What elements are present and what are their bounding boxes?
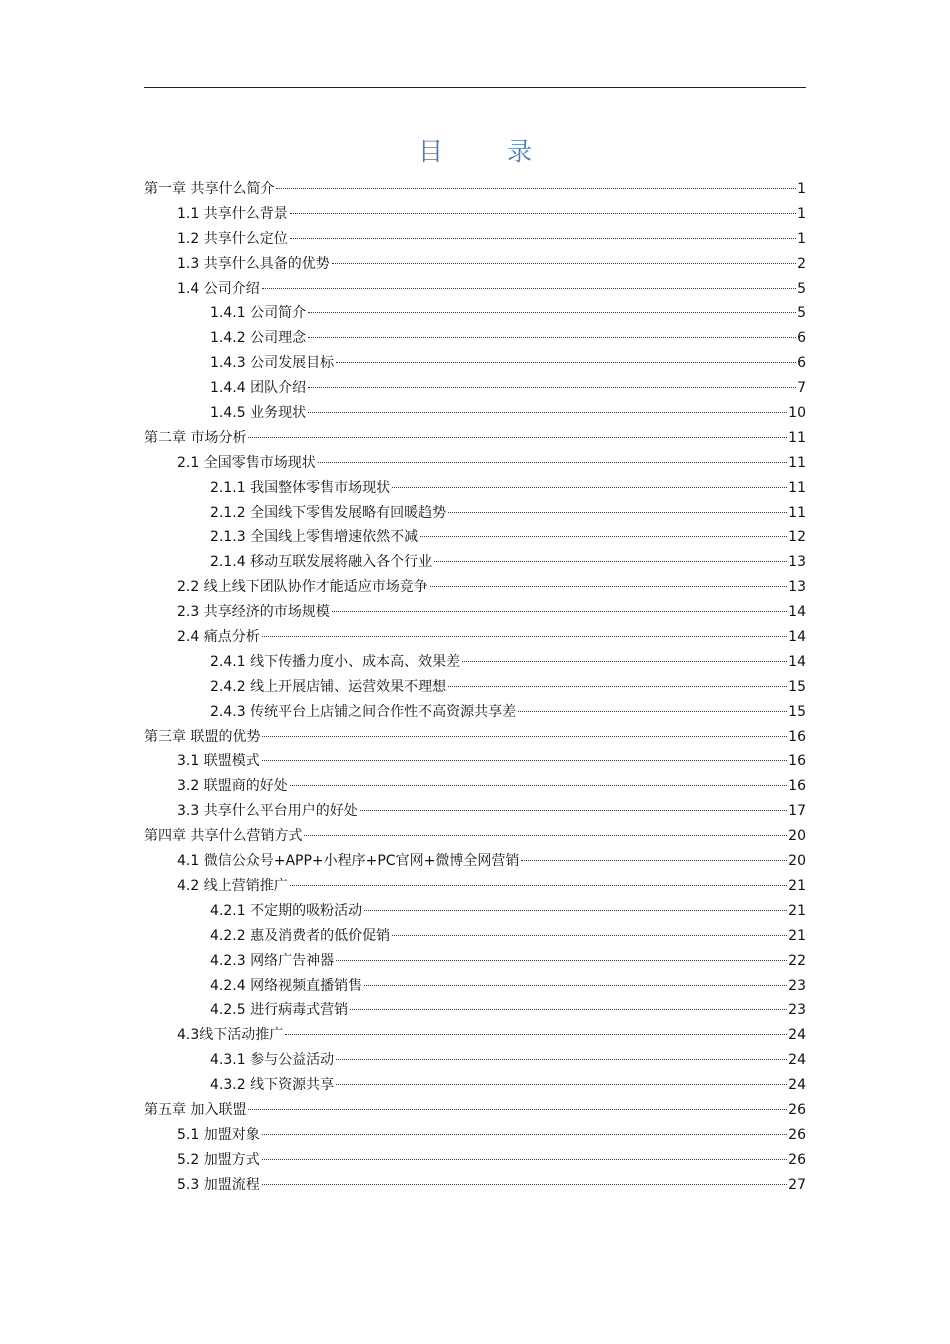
- toc-entry[interactable]: [144, 1023, 806, 1048]
- toc-entry-label: 2.4.2 线上开展店铺、运营效果不理想: [210, 678, 447, 695]
- dot-leader: [262, 1134, 787, 1135]
- toc-entry-page-number: 13: [788, 579, 806, 596]
- toc-entry[interactable]: [144, 725, 806, 750]
- dot-leader: [308, 312, 796, 313]
- toc-entry-page-number: 24: [788, 1077, 806, 1094]
- toc-entry[interactable]: [144, 1173, 806, 1198]
- dot-leader: [336, 1059, 787, 1060]
- dot-leader: [262, 760, 787, 761]
- toc-entry[interactable]: [144, 252, 806, 277]
- toc-entry[interactable]: [144, 227, 806, 252]
- toc-entry[interactable]: [144, 625, 806, 650]
- dot-leader: [360, 810, 787, 811]
- toc-entry-label: 第三章 联盟的优势: [144, 728, 261, 745]
- dot-leader: [262, 1184, 787, 1185]
- toc-entry[interactable]: [144, 501, 806, 526]
- toc-entry[interactable]: [144, 824, 806, 849]
- toc-entry[interactable]: [144, 1073, 806, 1098]
- toc-entry-label: 第四章 共享什么营销方式: [144, 828, 303, 845]
- toc-entry[interactable]: [144, 949, 806, 974]
- toc-entry[interactable]: [144, 749, 806, 774]
- toc-entry-label: 4.2.5 进行病毒式营销: [210, 1002, 349, 1019]
- dot-leader: [420, 536, 787, 537]
- toc-entry-label: 4.2 线上营销推广: [177, 877, 288, 894]
- toc-entry-label: 2.1 全国零售市场现状: [177, 454, 316, 471]
- toc-entry[interactable]: [144, 1148, 806, 1173]
- toc-entry-label: 4.3线下活动推广: [177, 1027, 284, 1044]
- toc-entry[interactable]: [144, 700, 806, 725]
- toc-entry-label: 5.2 加盟方式: [177, 1151, 260, 1168]
- header-rule: [144, 87, 806, 88]
- toc-entry-label: 1.3 共享什么具备的优势: [177, 255, 330, 272]
- toc-entry-label: 2.4 痛点分析: [177, 629, 260, 646]
- toc-entry-page-number: 13: [788, 554, 806, 571]
- toc-entry-page-number: 16: [788, 728, 806, 745]
- dot-leader: [308, 337, 796, 338]
- toc-entry-label: 1.4.3 公司发展目标: [210, 355, 335, 372]
- toc-entry-page-number: 27: [788, 1176, 806, 1193]
- toc-entry-page-number: 14: [788, 629, 806, 646]
- toc-entry-label: 4.3.2 线下资源共享: [210, 1077, 335, 1094]
- toc-entry-label: 4.2.4 网络视频直播销售: [210, 977, 363, 994]
- dot-leader: [318, 462, 787, 463]
- toc-entry-page-number: 20: [788, 828, 806, 845]
- toc-entry-label: 4.2.1 不定期的吸粉活动: [210, 902, 363, 919]
- toc-entry-label: 3.1 联盟模式: [177, 753, 260, 770]
- toc-entry-page-number: 26: [788, 1151, 806, 1168]
- toc-entry[interactable]: [144, 301, 806, 326]
- toc-entry-label: 1.4.4 团队介绍: [210, 380, 307, 397]
- toc-entry-page-number: 17: [788, 803, 806, 820]
- dot-leader: [364, 910, 787, 911]
- toc-entry[interactable]: [144, 675, 806, 700]
- toc-entry-page-number: 23: [788, 977, 806, 994]
- toc-entry-page-number: 14: [788, 604, 806, 621]
- dot-leader: [430, 586, 787, 587]
- dot-leader: [290, 238, 796, 239]
- dot-leader: [248, 437, 787, 438]
- toc-entry-page-number: 6: [797, 330, 806, 347]
- toc-entry[interactable]: [144, 1098, 806, 1123]
- dot-leader: [262, 736, 787, 737]
- toc-entry-label: 2.3 共享经济的市场规模: [177, 604, 330, 621]
- toc-entry-label: 2.1.1 我国整体零售市场现状: [210, 479, 391, 496]
- toc-entry[interactable]: [144, 650, 806, 675]
- toc-entry-label: 第五章 加入联盟: [144, 1101, 247, 1118]
- dot-leader: [448, 686, 787, 687]
- toc-entry[interactable]: [144, 476, 806, 501]
- toc-entry-page-number: 24: [788, 1027, 806, 1044]
- dot-leader: [262, 636, 787, 637]
- dot-leader: [336, 362, 796, 363]
- toc-entry-label: 5.1 加盟对象: [177, 1126, 260, 1143]
- toc-entry-label: 1.2 共享什么定位: [177, 230, 288, 247]
- toc-entry[interactable]: [144, 575, 806, 600]
- dot-leader: [332, 263, 796, 264]
- toc-entry-page-number: 26: [788, 1101, 806, 1118]
- toc-entry-page-number: 15: [788, 678, 806, 695]
- toc-entry[interactable]: [144, 849, 806, 874]
- toc-entry-page-number: 24: [788, 1052, 806, 1069]
- dot-leader: [434, 561, 787, 562]
- toc-entry-page-number: 21: [788, 877, 806, 894]
- toc-entry-page-number: 20: [788, 853, 806, 870]
- toc-entry-label: 3.2 联盟商的好处: [177, 778, 288, 795]
- toc-entry-page-number: 22: [788, 952, 806, 969]
- dot-leader: [350, 1009, 787, 1010]
- toc-entry-label: 4.1 微信公众号+APP+小程序+PC官网+微博全网营销: [177, 853, 520, 870]
- toc-entry-label: 3.3 共享什么平台用户的好处: [177, 803, 358, 820]
- toc-entry[interactable]: [144, 1048, 806, 1073]
- dot-leader: [308, 387, 796, 388]
- toc-entry-label: 2.1.3 全国线上零售增速依然不减: [210, 529, 419, 546]
- dot-leader: [336, 960, 787, 961]
- dot-leader: [262, 288, 796, 289]
- dot-leader: [290, 885, 787, 886]
- toc-entry-label: 2.2 线上线下团队协作才能适应市场竞争: [177, 579, 428, 596]
- toc-entry[interactable]: [144, 451, 806, 476]
- toc-entry-label: 1.4.5 业务现状: [210, 405, 307, 422]
- toc-entry[interactable]: [144, 550, 806, 575]
- toc-entry-label: 1.4 公司介绍: [177, 280, 260, 297]
- dot-leader: [290, 785, 787, 786]
- toc-entry-label: 2.4.1 线下传播力度小、成本高、效果差: [210, 653, 461, 670]
- dot-leader: [262, 1159, 787, 1160]
- toc-entry[interactable]: [144, 326, 806, 351]
- toc-entry-label: 4.2.3 网络广告神器: [210, 952, 335, 969]
- toc-entry-label: 第一章 共享什么简介: [144, 181, 275, 197]
- toc-entry-page-number: 5: [797, 305, 806, 322]
- table-of-contents: [144, 177, 806, 1198]
- toc-entry-page-number: 10: [788, 405, 806, 422]
- toc-entry-page-number: 16: [788, 778, 806, 795]
- toc-entry[interactable]: [144, 351, 806, 376]
- toc-entry[interactable]: [144, 277, 806, 302]
- toc-entry-label: 1.4.1 公司简介: [210, 305, 307, 322]
- toc-entry[interactable]: [144, 177, 806, 202]
- toc-title: 目 录: [418, 137, 560, 166]
- dot-leader: [364, 985, 787, 986]
- dot-leader: [392, 487, 787, 488]
- toc-entry-page-number: 6: [797, 355, 806, 372]
- toc-entry[interactable]: [144, 1123, 806, 1148]
- dot-leader: [462, 661, 787, 662]
- dot-leader: [448, 512, 787, 513]
- toc-entry-page-number: 26: [788, 1126, 806, 1143]
- toc-entry-label: 2.4.3 传统平台上店铺之间合作性不高资源共享差: [210, 703, 517, 720]
- toc-entry-page-number: 11: [788, 479, 806, 496]
- toc-entry-page-number: 21: [788, 902, 806, 919]
- toc-entry-label: 2.1.4 移动互联发展将融入各个行业: [210, 554, 433, 571]
- toc-entry-page-number: 23: [788, 1002, 806, 1019]
- toc-entry-label: 4.2.2 惠及消费者的低价促销: [210, 927, 391, 944]
- toc-entry-label: 1.1 共享什么背景: [177, 205, 288, 222]
- toc-entry-page-number: 2: [797, 255, 806, 272]
- toc-entry[interactable]: [144, 401, 806, 426]
- toc-entry[interactable]: [144, 774, 806, 799]
- dot-leader: [521, 860, 787, 861]
- toc-entry[interactable]: [144, 998, 806, 1023]
- dot-leader: [308, 412, 787, 413]
- dot-leader: [392, 935, 787, 936]
- toc-entry-page-number: 11: [788, 429, 806, 446]
- toc-entry-page-number: 14: [788, 653, 806, 670]
- toc-entry-label: 1.4.2 公司理念: [210, 330, 307, 347]
- toc-entry[interactable]: [144, 924, 806, 949]
- toc-entry-page-number: 12: [788, 529, 806, 546]
- dot-leader: [276, 188, 796, 189]
- toc-entry-page-number: 1: [797, 181, 806, 197]
- toc-entry[interactable]: [144, 899, 806, 924]
- dot-leader: [304, 835, 787, 836]
- toc-entry[interactable]: [144, 874, 806, 899]
- toc-entry-page-number: 15: [788, 703, 806, 720]
- toc-entry[interactable]: [144, 426, 806, 451]
- toc-entry[interactable]: [144, 202, 806, 227]
- toc-entry-label: 2.1.2 全国线下零售发展略有回暖趋势: [210, 504, 447, 521]
- toc-entry[interactable]: [144, 376, 806, 401]
- dot-leader: [336, 1084, 787, 1085]
- toc-entry-page-number: 16: [788, 753, 806, 770]
- dot-leader: [248, 1109, 787, 1110]
- toc-entry-label: 第二章 市场分析: [144, 429, 247, 446]
- dot-leader: [518, 711, 787, 712]
- toc-entry-page-number: 11: [788, 504, 806, 521]
- toc-entry-label: 4.3.1 参与公益活动: [210, 1052, 335, 1069]
- toc-entry-page-number: 1: [797, 230, 806, 247]
- toc-entry[interactable]: [144, 974, 806, 999]
- toc-entry-page-number: 7: [797, 380, 806, 397]
- toc-entry-page-number: 11: [788, 454, 806, 471]
- toc-entry[interactable]: [144, 525, 806, 550]
- dot-leader: [285, 1034, 787, 1035]
- toc-entry[interactable]: [144, 799, 806, 824]
- toc-entry[interactable]: [144, 600, 806, 625]
- dot-leader: [332, 611, 787, 612]
- toc-entry-page-number: 1: [797, 205, 806, 222]
- toc-entry-page-number: 21: [788, 927, 806, 944]
- toc-entry-label: 5.3 加盟流程: [177, 1176, 260, 1193]
- toc-entry-page-number: 5: [797, 280, 806, 297]
- dot-leader: [290, 213, 796, 214]
